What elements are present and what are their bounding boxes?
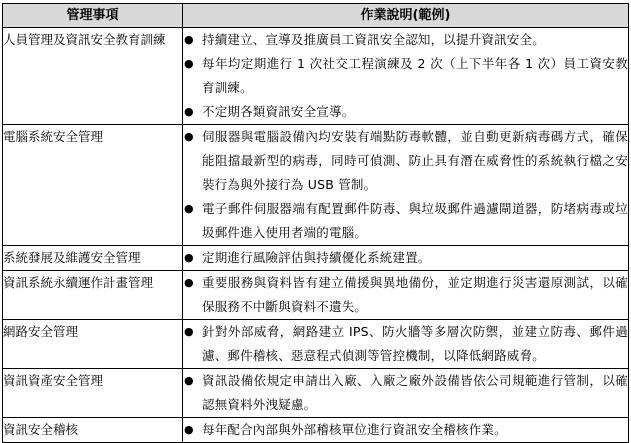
bullet-item bbox=[183, 52, 628, 100]
row-category: 資訊資產安全管理 bbox=[3, 369, 183, 418]
bullet-item bbox=[183, 100, 628, 124]
bullet-text: 每年均定期進行 1 次社交工程演練及 2 次（上下半年各 1 次）員工資安教育訓練。 bbox=[202, 56, 628, 95]
table-row bbox=[3, 418, 629, 443]
bullet-dot-icon: ● bbox=[184, 423, 194, 436]
row-description bbox=[183, 271, 629, 320]
bullet-item bbox=[183, 125, 628, 197]
bullet-dot-icon: ● bbox=[184, 325, 194, 338]
row-category: 資訊安全稽核 bbox=[3, 418, 183, 443]
bullet-dot-icon: ● bbox=[184, 33, 194, 46]
row-description bbox=[183, 125, 629, 246]
row-description bbox=[183, 320, 629, 369]
bullet-item bbox=[183, 28, 628, 52]
header-description: 作業說明(範例) bbox=[183, 4, 629, 28]
row-category: 電腦系統安全管理 bbox=[3, 125, 183, 246]
bullet-text: 重要服務與資料皆有建立備援與異地備份，並定期進行災害還原測試，以確保服務不中斷與資料不遺失。 bbox=[202, 275, 628, 314]
row-description bbox=[183, 246, 629, 271]
row-category: 資訊系統永續運作計畫管理 bbox=[3, 271, 183, 320]
bullet-dot-icon: ● bbox=[184, 374, 194, 387]
bullet-dot-icon: ● bbox=[184, 251, 194, 264]
bullet-item bbox=[183, 246, 628, 270]
bullet-item bbox=[183, 271, 628, 319]
bullet-text: 伺服器與電腦設備內均安裝有端點防毒軟體，並自動更新病毒碼方式，確保能阻擋最新型的病毒，同時可偵測、防止具有潛在威脅性的系統執行檔之安裝行為與外接行為 USB 管制。 bbox=[202, 129, 628, 192]
bullet-text: 不定期各類資訊安全宣導。 bbox=[202, 104, 355, 119]
table-row bbox=[3, 369, 629, 418]
bullet-item bbox=[183, 418, 628, 442]
table-row bbox=[3, 271, 629, 320]
bullet-dot-icon: ● bbox=[184, 202, 194, 215]
bullet-dot-icon: ● bbox=[184, 130, 194, 143]
security-management-table bbox=[2, 3, 629, 443]
bullet-item bbox=[183, 369, 628, 417]
row-category: 人員管理及資訊安全教育訓練 bbox=[3, 28, 183, 125]
bullet-text: 每年配合內部與外部稽核單位進行資訊安全稽核作業。 bbox=[202, 422, 507, 437]
bullet-dot-icon: ● bbox=[184, 276, 194, 289]
bullet-item bbox=[183, 320, 628, 368]
bullet-text: 電子郵件伺服器端有配置郵件防毒、與垃圾郵件過濾閘道器，防堵病毒或垃圾郵件進入使用者端的電腦。 bbox=[202, 201, 628, 240]
bullet-text: 定期進行風險評估與持續優化系統建置。 bbox=[202, 250, 431, 265]
bullet-text: 持續建立、宣導及推廣員工資訊安全認知，以提升資訊安全。 bbox=[202, 32, 545, 47]
header-category: 管理事項 bbox=[3, 4, 183, 28]
bullet-text: 資訊設備依規定申請出入廠、入廠之廠外設備皆依公司規範進行管制，以確認無資料外洩疑慮。 bbox=[202, 373, 628, 412]
row-category: 網路安全管理 bbox=[3, 320, 183, 369]
row-description bbox=[183, 418, 629, 443]
table-row bbox=[3, 246, 629, 271]
header-row bbox=[3, 4, 629, 28]
table-row bbox=[3, 28, 629, 125]
table-row bbox=[3, 320, 629, 369]
bullet-text: 針對外部威脅，網路建立 IPS、防火牆等多層次防禦，並建立防毒、郵件過濾、郵件稽核、惡意程式偵測等管控機制，以降低網路威脅。 bbox=[202, 324, 628, 363]
row-description bbox=[183, 28, 629, 125]
bullet-dot-icon: ● bbox=[184, 57, 194, 70]
row-category: 系統發展及維護安全管理 bbox=[3, 246, 183, 271]
bullet-dot-icon: ● bbox=[184, 105, 194, 118]
table-row bbox=[3, 125, 629, 246]
bullet-item bbox=[183, 197, 628, 245]
row-description bbox=[183, 369, 629, 418]
